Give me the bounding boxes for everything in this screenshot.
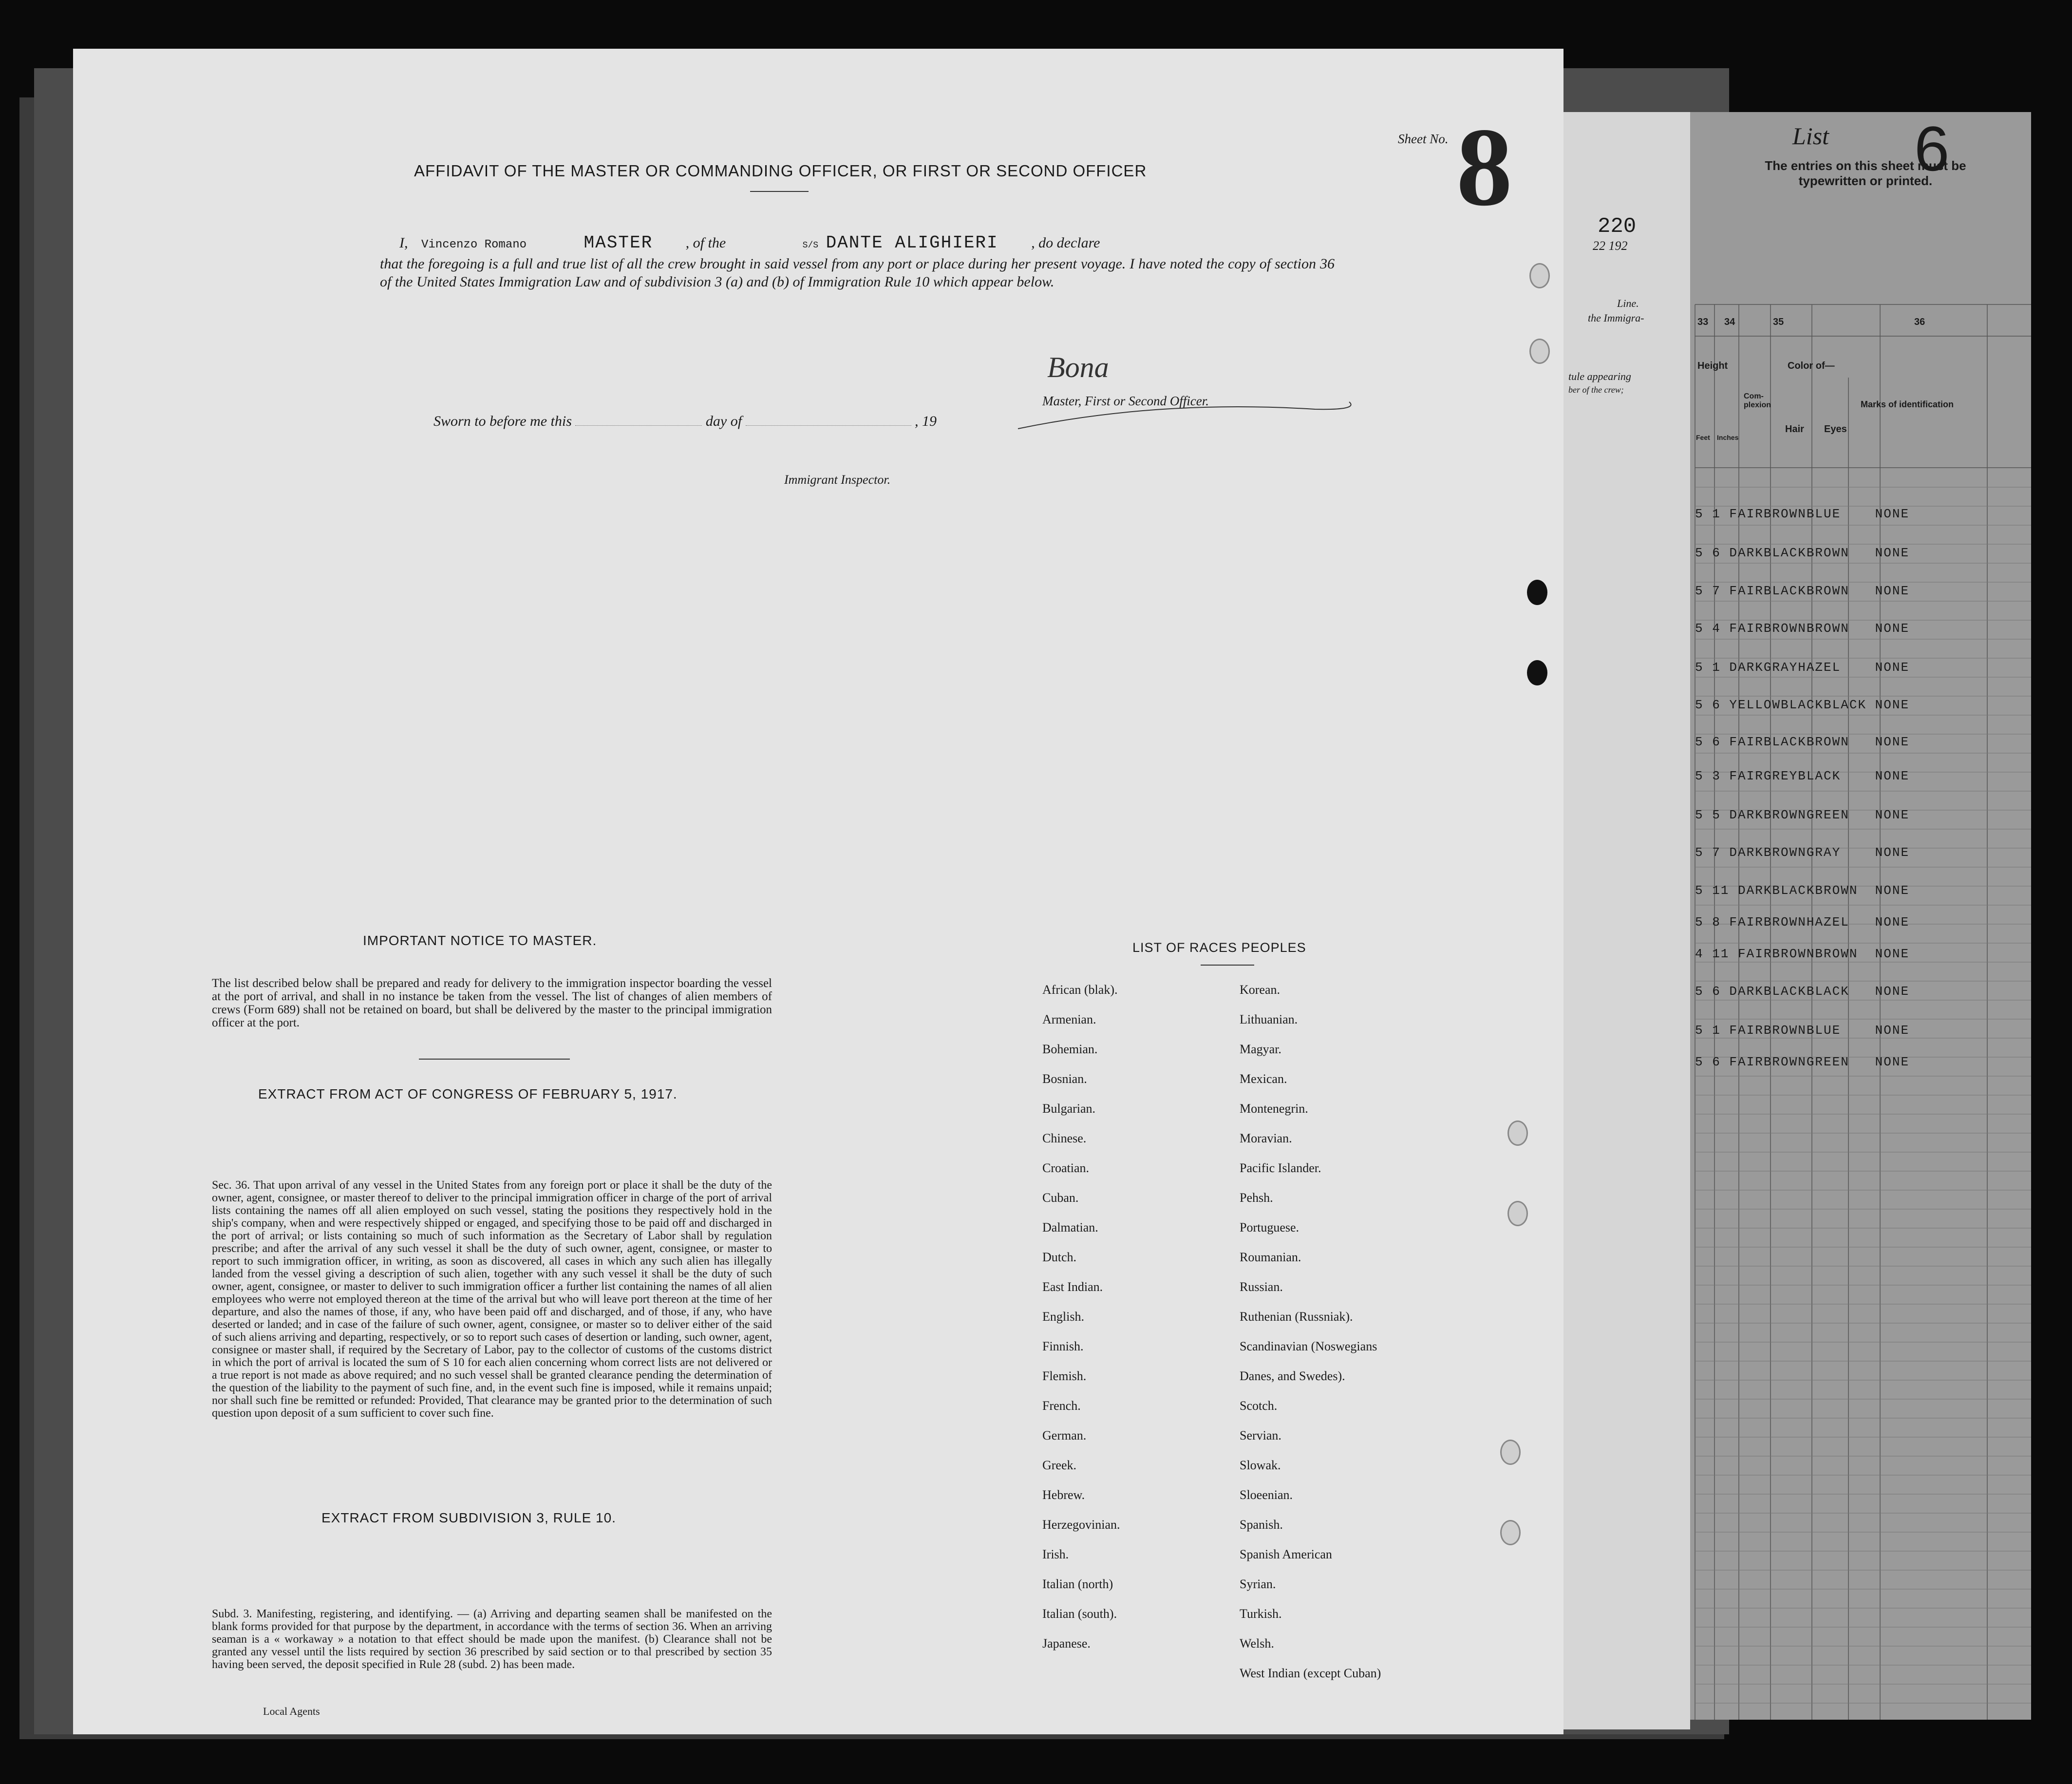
punch-hole [1507, 1201, 1528, 1226]
crew-row: 4 11 FAIRBROWNBROWN NONE [1695, 947, 1910, 961]
inches-header: Inches [1717, 434, 1739, 441]
ss-prefix: S/S [802, 241, 819, 250]
year-prefix: , 19 [915, 413, 937, 429]
list-number: 6 [1914, 113, 1950, 184]
race-item: German. [1042, 1428, 1087, 1442]
race-item: Spanish American [1240, 1547, 1332, 1561]
manifest-date: 22 192 [1593, 239, 1628, 253]
extract-act-body: Sec. 36. That upon arrival of any vessel in the United States from any foreign port or place it shall be the duty of the owner, agent, consignee, or master thereof to deliver to the principal immigration officer in charge of the port of arrival lists containing the names off all alien employed on such vessel, stating the positions they respectively hold in the ship's company, when and were respectively shipped or engaged, and specifying those to be paid off and discharged in the port of arrival; or lists containing so much of such information as the Secretary of Labor shall by regulation prescribe; and after the arrival of any such vessel it shall be the duty of such owner, agent, consignee, or master to report to such immigration officer, in writing, as soon as discovered, all cases in which any such alien has illegally landed from the vessel giving a description of such alien, together with any such vessel it shall be the duty of such owner, agent, consignee, or master to deliver to such immigration officer a further list containing the names of all alien employees who werre not employed thereon at the time of the arrival but who will leave port thereon at the time of her departure, and also the names of those, if any, who have been paid off and discharged, and of those, if any, who have deserted or landed; and in case of the failure of such owner, agent, consignee, or master so to deliver either of the said of such aliens arriving and departing, respectively, or so to report such cases of desertion or landing, such owner, agent, consignee or master shall, if required by the Secretary of Labor, pay to the collector of customs of the customs district in which the port of arrival is located the sum of S 10 for each alien concerning whom correct lists are not delivered or a true report is not made as above required; and no such vessel shall be granted clearance pending the determination of the question of the liability to the payment of such fine, and, in the event such fine is imposed, while it remains unpaid; nor shall such fine be remitted or refunded: Provided, That clearance may be granted prior to the determination of such question upon deposit of a sum sufficient to cover such fine. [212, 1179, 772, 1420]
race-item: Russian. [1240, 1280, 1283, 1294]
sworn-line [433, 413, 937, 430]
race-item: Montenegrin. [1240, 1101, 1308, 1116]
race-item: Scandinavian (Noswegians [1240, 1339, 1377, 1353]
race-item: Italian (south). [1042, 1607, 1117, 1621]
crew-row: 5 11 DARKBLACKBROWN NONE [1695, 883, 1910, 898]
crew-list-ledger [1676, 112, 2031, 1720]
officer-signature: Bona [1047, 351, 1109, 383]
crew-label: ber of the crew; [1568, 385, 1624, 395]
manifest-number: 220 [1598, 214, 1637, 239]
affidavit-title: AFFIDAVIT OF THE MASTER OR COMMANDING OFFICER, OR FIRST OR SECOND OFFICER [414, 162, 1147, 180]
race-item: Pacific Islander. [1240, 1161, 1321, 1175]
punch-hole [1500, 1440, 1521, 1465]
col-number-36: 36 [1914, 317, 1925, 327]
rank: MASTER [584, 233, 653, 253]
declaration [380, 234, 1354, 291]
race-item: West Indian (except Cuban) [1240, 1666, 1381, 1680]
crew-row: 5 7 FAIRBLACKBROWN NONE [1695, 584, 1910, 598]
punch-hole [1507, 1120, 1528, 1146]
crew-row: 5 5 DARKBROWNGREEN NONE [1695, 808, 1910, 822]
race-item: Welsh. [1240, 1636, 1274, 1651]
punch-hole [1529, 263, 1550, 288]
declaration-text: that the foregoing is a full and true list of all the crew brought in said vessel from any port or place during her present voyage. I have noted the copy of section 36 of the United States Immigration Law and of subdivision 3 (a) and (b) of Immigration Rule 10 which appear below. [380, 256, 1335, 290]
race-item: Bulgarian. [1042, 1101, 1096, 1116]
crew-row: 5 6 DARKBLACKBLACK NONE [1695, 984, 1910, 999]
middle-sheet [1554, 112, 1690, 1729]
crew-row: 5 6 FAIRBROWNGREEN NONE [1695, 1055, 1910, 1069]
race-item: English. [1042, 1310, 1084, 1324]
race-item: Spanish. [1240, 1518, 1283, 1532]
race-item: Moravian. [1240, 1131, 1292, 1145]
race-item: Roumanian. [1240, 1250, 1301, 1264]
crew-row: 5 1 FAIRBROWNBLUE NONE [1695, 507, 1910, 521]
crew-row: 5 1 FAIRBROWNBLUE NONE [1695, 1023, 1910, 1038]
appearing-label: tule appearing [1568, 370, 1631, 382]
punch-hole [1527, 580, 1547, 605]
race-item: Croatian. [1042, 1161, 1090, 1175]
hair-header: Hair [1785, 424, 1804, 435]
extract-rule-title: EXTRACT FROM SUBDIVISION 3, RULE 10. [321, 1510, 616, 1525]
notice-body: The list described below shall be prepared and ready for delivery to the immigration inspector boarding the vessel at the port of arrival, and shall in no instance be taken from the vessel. The list of changes of alien members of crews (Form 689) shall not be retained on board, but shall be delivered by the master to the principal immigration officer at the port. [212, 977, 772, 1029]
race-item: Bosnian. [1042, 1072, 1087, 1086]
race-item: Bohemian. [1042, 1042, 1098, 1056]
notice-rule [419, 1059, 570, 1060]
race-item: Dutch. [1042, 1250, 1077, 1264]
crew-row: 5 4 FAIRBROWNBROWN NONE [1695, 621, 1910, 636]
inspector-label: Immigrant Inspector. [784, 473, 891, 487]
race-item: Flemish. [1042, 1369, 1087, 1383]
race-item: Cuban. [1042, 1191, 1079, 1205]
punch-hole [1527, 660, 1547, 685]
crew-row: 5 1 DARKGRAYHAZEL NONE [1695, 660, 1910, 675]
color-of-header: Color of— [1788, 361, 1835, 371]
sheet-number: 8 [1456, 105, 1512, 229]
decl-i: I, [399, 235, 408, 251]
vessel-name: DANTE ALIGHIERI [826, 233, 998, 253]
complexion-header: Com-plexion [1744, 392, 1771, 409]
sworn-text: Sworn to before me this [433, 413, 572, 429]
immigra-label: the Immigra- [1588, 312, 1644, 324]
marks-header: Marks of identification [1861, 399, 1954, 409]
race-item: Mexican. [1240, 1072, 1287, 1086]
race-item: African (blak). [1042, 983, 1118, 997]
race-item: Hebrew. [1042, 1488, 1085, 1502]
affidavit-page [73, 49, 1563, 1734]
crew-row: 5 3 FAIRGREYBLACK NONE [1695, 769, 1910, 783]
race-item: Portuguese. [1240, 1220, 1300, 1234]
race-item: Danes, and Swedes). [1240, 1369, 1345, 1383]
height-header: Height [1697, 361, 1728, 371]
race-item: Japanese. [1042, 1636, 1091, 1651]
extract-rule-body: Subd. 3. Manifesting, registering, and identifying. — (a) Arriving and departing seamen shall be manifested on the blank forms provided for that purpose by the department, in accordance with the terms of section 36. When an arriving seaman is a « workaway » a notation to that effect should be made upon the manifest. (b) Clearance shall not be granted any vessel until the lists required by section 36 prescribed by said section or to thal prescribed by section 35 having been served, the deposit specified in Rule 28 (subd. 2) has been made. [212, 1608, 772, 1671]
race-item: Armenian. [1042, 1012, 1096, 1026]
punch-hole [1529, 339, 1550, 364]
race-item: Pehsh. [1240, 1191, 1273, 1205]
race-item: Dalmatian. [1042, 1220, 1098, 1234]
race-item: Sloeenian. [1240, 1488, 1293, 1502]
signature-label: Master, First or Second Officer. [1042, 394, 1209, 408]
races-title: LIST OF RACES PEOPLES [1132, 940, 1306, 955]
col-number-34: 34 [1724, 317, 1735, 327]
sheet-no-label: Sheet No. [1398, 132, 1449, 146]
master-name: Vincenzo Romano [421, 238, 527, 251]
local-agents: Local Agents [263, 1705, 320, 1717]
feet-header: Feet [1696, 434, 1710, 441]
declaration-first-line [399, 234, 1354, 255]
race-item: Chinese. [1042, 1131, 1087, 1145]
race-item: Irish. [1042, 1547, 1069, 1561]
crew-row: 5 6 DARKBLACKBROWN NONE [1695, 546, 1910, 560]
punch-hole [1500, 1520, 1521, 1545]
of-the: , of the [685, 235, 726, 251]
race-item: Scotch. [1240, 1399, 1278, 1413]
race-item: Lithuanian. [1240, 1012, 1298, 1026]
race-item: Korean. [1240, 983, 1281, 997]
line-label: Line. [1617, 297, 1639, 309]
race-item: Magyar. [1240, 1042, 1281, 1056]
col-number-33: 33 [1697, 317, 1709, 327]
race-item: French. [1042, 1399, 1081, 1413]
ledger-note: The entries on this sheet must be typewritten or printed. [1765, 158, 1966, 188]
race-item: East Indian. [1042, 1280, 1103, 1294]
race-item: Slowak. [1240, 1458, 1281, 1472]
race-item: Italian (north) [1042, 1577, 1113, 1591]
title-rule [750, 191, 809, 192]
ledger-title: List [1792, 122, 1829, 150]
race-item: Herzegovinian. [1042, 1518, 1120, 1532]
race-item: Ruthenian (Russniak). [1240, 1310, 1353, 1324]
notice-title: IMPORTANT NOTICE TO MASTER. [363, 933, 597, 948]
race-item: Finnish. [1042, 1339, 1084, 1353]
crew-row: 5 8 FAIRBROWNHAZEL NONE [1695, 915, 1910, 930]
month-blank [746, 425, 911, 426]
crew-row: 5 6 YELLOWBLACKBLACK NONE [1695, 698, 1910, 712]
race-item: Servian. [1240, 1428, 1281, 1442]
race-item: Syrian. [1240, 1577, 1276, 1591]
sworn-blank [575, 425, 702, 426]
crew-row: 5 7 DARKBROWNGRAY NONE [1695, 845, 1910, 860]
race-item: Turkish. [1240, 1607, 1282, 1621]
col-number-35: 35 [1773, 317, 1784, 327]
day-of: day of [705, 413, 742, 429]
eyes-header: Eyes [1824, 424, 1847, 435]
crew-row: 5 6 FAIRBLACKBROWN NONE [1695, 735, 1910, 749]
race-item: Greek. [1042, 1458, 1077, 1472]
races-rule [1201, 965, 1254, 966]
extract-act-title: EXTRACT FROM ACT OF CONGRESS OF FEBRUARY 5, 1917. [258, 1086, 678, 1101]
signature-flourish [1013, 380, 1364, 434]
do-declare: , do declare [1031, 235, 1100, 251]
